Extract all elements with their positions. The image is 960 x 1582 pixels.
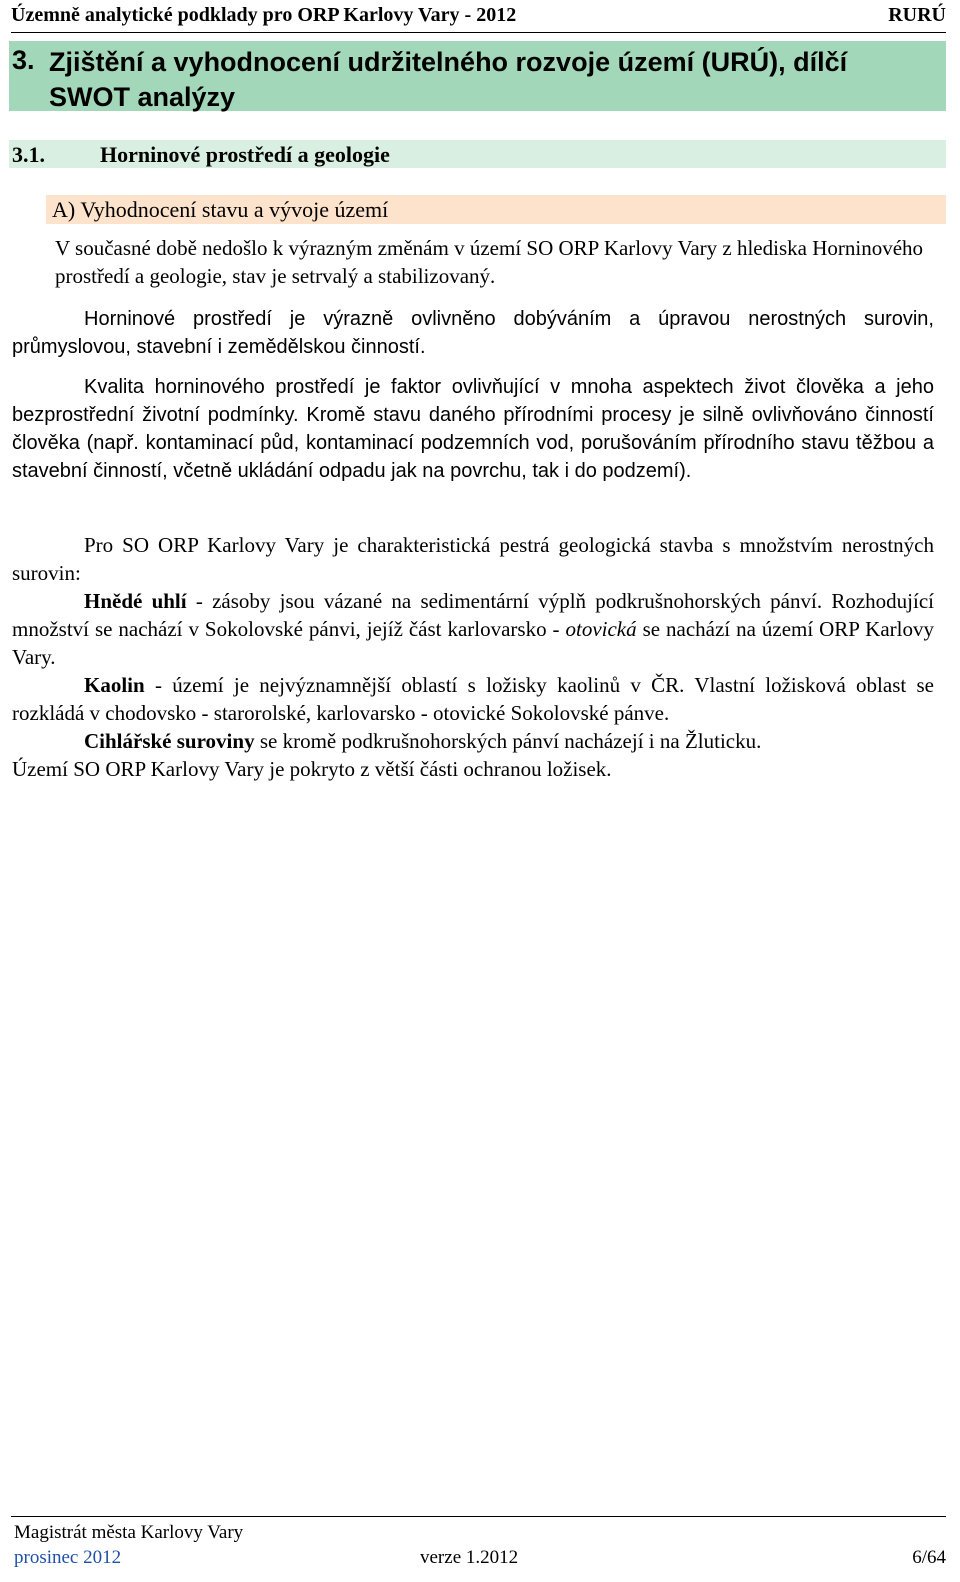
paragraph-brick-materials (12, 727, 934, 755)
paragraph-rock-environment (12, 305, 934, 361)
paragraph-geology-intro (12, 531, 934, 587)
paragraph-text: se kromě podkrušnohorských pánví nacházejí i na Žluticku. (254, 729, 762, 753)
paragraph-text: Horninové prostředí je výrazně ovlivněno dobýváním a úpravou nerostných surovin, průmyslovou, stavební i zemědělskou činností. (12, 308, 934, 358)
subsection-number: 3.1. (12, 142, 45, 167)
footer-date: prosinec 2012 (14, 1547, 122, 1568)
paragraph-deposit-protection (12, 755, 934, 783)
italic-term: otovická (565, 617, 637, 641)
subheading (46, 195, 946, 224)
term-kaolin: Kaolin (84, 673, 145, 697)
subheading-text: A) Vyhodnocení stavu a vývoje území (52, 197, 389, 222)
section-heading (9, 41, 946, 111)
paragraph-text: - území je nejvýznamnější oblastí s ložisky kaolinů v ČR. Vlastní ložisková oblast se rozkládá v chodovsko - starorolské, karlovarsko - otovické Sokolovské pánve. (12, 673, 934, 725)
page-number: 6/64 (912, 1547, 946, 1568)
subsection-title: Horninové prostředí a geologie (100, 142, 390, 167)
document-title: Územně analytické podklady pro ORP Karlovy Vary - 2012 (11, 4, 517, 26)
paragraph-current-state (55, 234, 935, 290)
paragraph-kaolin (12, 671, 934, 727)
paragraph-brown-coal (12, 587, 934, 671)
paragraph-text: V současné době nedošlo k výrazným změnám v území SO ORP Karlovy Vary z hlediska Horninového prostředí a geologie, stav je setrvalý a stabilizovaný. (55, 236, 924, 288)
section-title: Zjištění a vyhodnocení udržitelného rozvoje území (URÚ), dílčí SWOT analýzy (49, 47, 848, 112)
subsection-heading (9, 140, 946, 168)
paragraph-quality (12, 373, 934, 485)
paragraph-text: Kvalita horninového prostředí je faktor ovlivňující v mnoha aspektech život člověka a jeho bezprostřední životní podmínky. Kromě stavu daného přírodními procesy je silně ovlivňováno činností člověka (např. kontaminací půd, kontaminací podzemních vod, porušováním přírodního stavu těžbou a stavební činností, včetně ukládání odpadu jak na povrchu, tak i do podzemí). (12, 376, 934, 482)
footer-organization: Magistrát města Karlovy Vary (14, 1522, 244, 1543)
footer-version: verze 1.2012 (420, 1547, 519, 1568)
paragraph-text: - zásoby jsou vázané na sedimentární výplň podkrušnohorských pánví. Rozhodující množství se nachází v Sokolovské pánvi, jejíž část karlovarsko - (12, 589, 934, 641)
page-header (11, 0, 946, 33)
term-brown-coal: Hnědé uhlí (84, 589, 187, 613)
paragraph-text: Území SO ORP Karlovy Vary je pokryto z větší části ochranou ložisek. (12, 757, 612, 781)
paragraph-text: Pro SO ORP Karlovy Vary je charakteristická pestrá geologická stavba s množstvím nerostných surovin: (12, 533, 934, 585)
section-number: 3. (12, 45, 35, 75)
paragraph-text: se nachází na území ORP Karlovy Vary. (12, 617, 934, 669)
document-code: RURÚ (888, 4, 946, 26)
page-footer (11, 1516, 946, 1577)
term-brick-materials: Cihlářské suroviny (84, 729, 255, 753)
